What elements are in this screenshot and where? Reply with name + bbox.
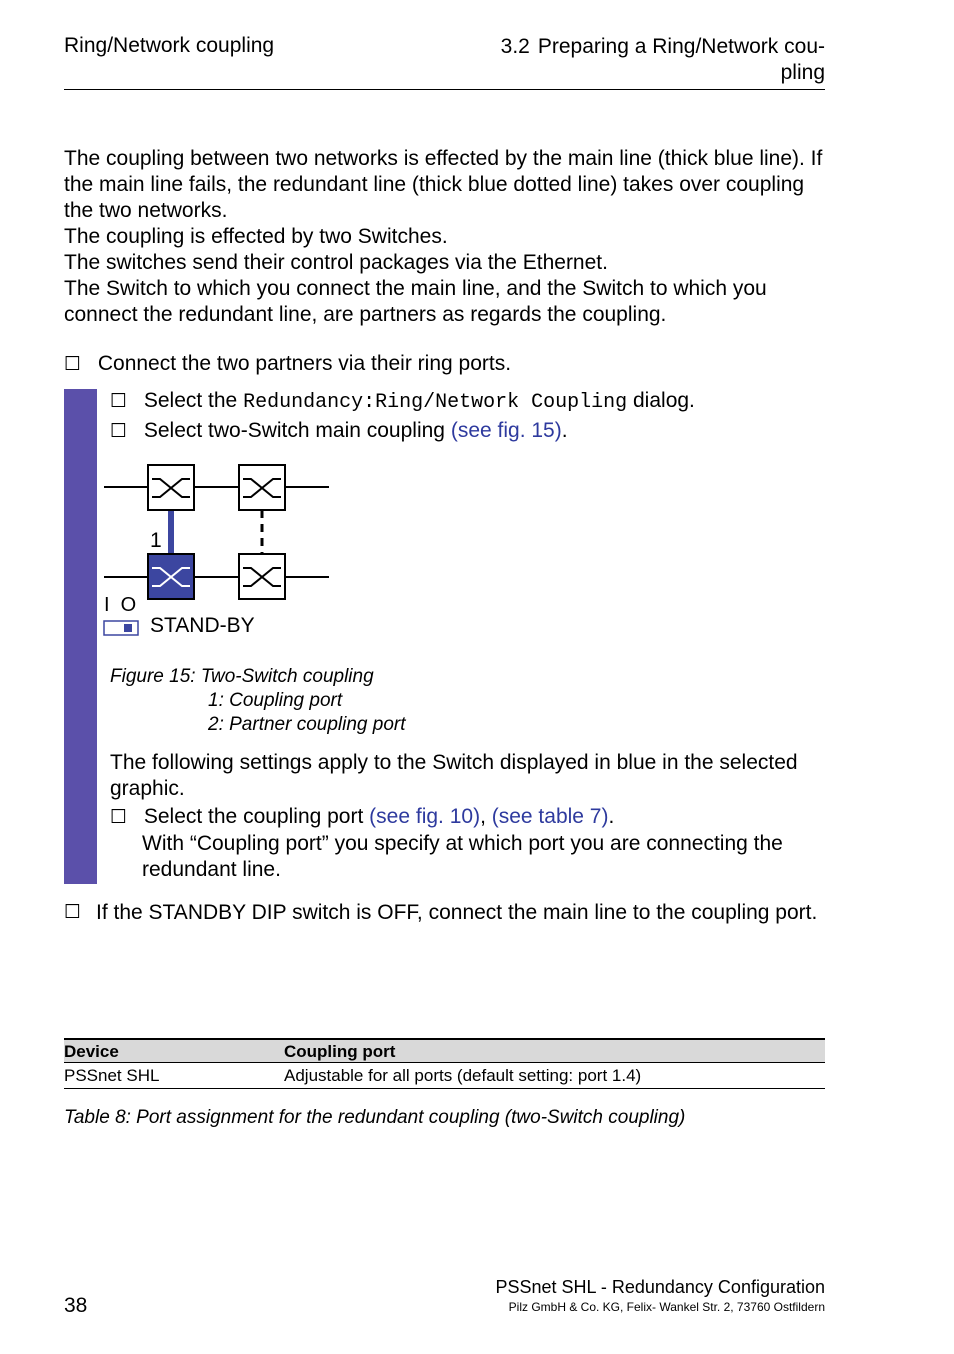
table-header-device: Device bbox=[64, 1042, 119, 1061]
substep-text: Select the coupling port bbox=[143, 805, 364, 828]
table-7-link[interactable]: (see table 7) bbox=[491, 805, 609, 828]
figure-caption-line2: 2: Partner coupling port bbox=[208, 714, 406, 735]
switch-top-left-icon bbox=[148, 465, 194, 510]
section-title-line2: pling bbox=[780, 61, 825, 84]
checkbox-icon: ☐ bbox=[110, 391, 128, 412]
step-text: If the STANDBY DIP switch is OFF, connect the main line to the coupling port. bbox=[96, 901, 818, 924]
substep-select-coupling bbox=[110, 418, 568, 445]
step-standby-off bbox=[64, 900, 824, 926]
figure-caption-line1: 1: Coupling port bbox=[208, 690, 343, 711]
substep-text: Select two-Switch main coupling bbox=[143, 419, 445, 442]
running-header-section bbox=[501, 34, 825, 86]
running-header-chapter: Ring/Network coupling bbox=[64, 34, 275, 57]
checkbox-icon: ☐ bbox=[64, 902, 82, 923]
step-connect-partners bbox=[64, 351, 511, 378]
switch-top-right-icon bbox=[239, 465, 285, 510]
step-text: Connect the two partners via their ring ports. bbox=[97, 352, 512, 375]
page-number: 38 bbox=[64, 1294, 88, 1317]
table-caption: Table 8: Port assignment for the redundant coupling (two-Switch coupling) bbox=[64, 1107, 686, 1128]
table-header-row bbox=[64, 1040, 825, 1062]
checkbox-icon: ☐ bbox=[110, 807, 128, 828]
footer-title: PSSnet SHL - Redundancy Configuration bbox=[495, 1277, 825, 1297]
intro-paragraph-1: The coupling between two networks is effected by the main line (thick blue line). If the main line fails, the redundant line (thick blue dotted line) takes over coupling the two networks. bbox=[64, 147, 823, 222]
checkbox-icon: ☐ bbox=[110, 421, 128, 442]
coupling-port-note: With “Coupling port” you specify at which port you are connecting the redundant line. bbox=[142, 832, 783, 881]
table-bottom-rule bbox=[64, 1088, 825, 1089]
checkbox-icon: ☐ bbox=[64, 354, 82, 375]
substep-suffix: . bbox=[561, 419, 568, 442]
substep-prefix: Select the bbox=[143, 389, 238, 412]
intro-paragraph-4: The Switch to which you connect the main line, and the Switch to which you connect the redundant line, are partners as regards the coupling. bbox=[64, 277, 767, 326]
substep-suffix: dialog. bbox=[633, 389, 695, 412]
note-sidebar-bar bbox=[64, 389, 97, 884]
footer-address: Pilz GmbH & Co. KG, Felix- Wankel Str. 2, 73760 Ostfildern bbox=[508, 1300, 825, 1314]
intro-paragraph-3: The switches send their control packages via the Ethernet. bbox=[64, 251, 608, 274]
coupling-port-label: 1 bbox=[150, 529, 162, 552]
table-row bbox=[64, 1064, 825, 1088]
table-header-coupling-port: Coupling port bbox=[284, 1042, 396, 1061]
intro-text bbox=[64, 146, 834, 328]
table-header-rule bbox=[64, 1062, 825, 1063]
figure-caption bbox=[110, 665, 406, 737]
substep-select-dialog bbox=[110, 388, 695, 416]
figure-15-link[interactable]: (see fig. 15) bbox=[450, 419, 562, 442]
section-title-line1: Preparing a Ring/Network cou- bbox=[537, 35, 825, 58]
link-separator: , bbox=[480, 805, 486, 828]
figure-10-link[interactable]: (see fig. 10) bbox=[369, 805, 481, 828]
dialog-path-code: Redundancy:Ring/Network Coupling bbox=[243, 391, 628, 414]
settings-paragraph: The following settings apply to the Switch displayed in blue in the selected graphic. bbox=[110, 751, 798, 800]
intro-paragraph-2: The coupling is effected by two Switches. bbox=[64, 225, 448, 248]
switch-blue-selected-icon bbox=[148, 554, 194, 599]
header-rule bbox=[64, 89, 825, 90]
figure-caption-title: Figure 15: Two-Switch coupling bbox=[110, 666, 374, 687]
standby-label: STAND-BY bbox=[150, 614, 255, 637]
dip-switch-label: I O bbox=[104, 594, 137, 616]
table-cell-coupling-port: Adjustable for all ports (default setting: port 1.4) bbox=[284, 1066, 642, 1085]
table-cell-device: PSSnet SHL bbox=[64, 1066, 160, 1085]
substep-suffix: . bbox=[608, 805, 615, 828]
dip-switch-icon bbox=[104, 621, 138, 635]
substep-select-port bbox=[110, 804, 825, 883]
section-number: 3.2 bbox=[500, 35, 530, 58]
switch-bottom-right-icon bbox=[239, 554, 285, 599]
footer bbox=[495, 1277, 825, 1314]
